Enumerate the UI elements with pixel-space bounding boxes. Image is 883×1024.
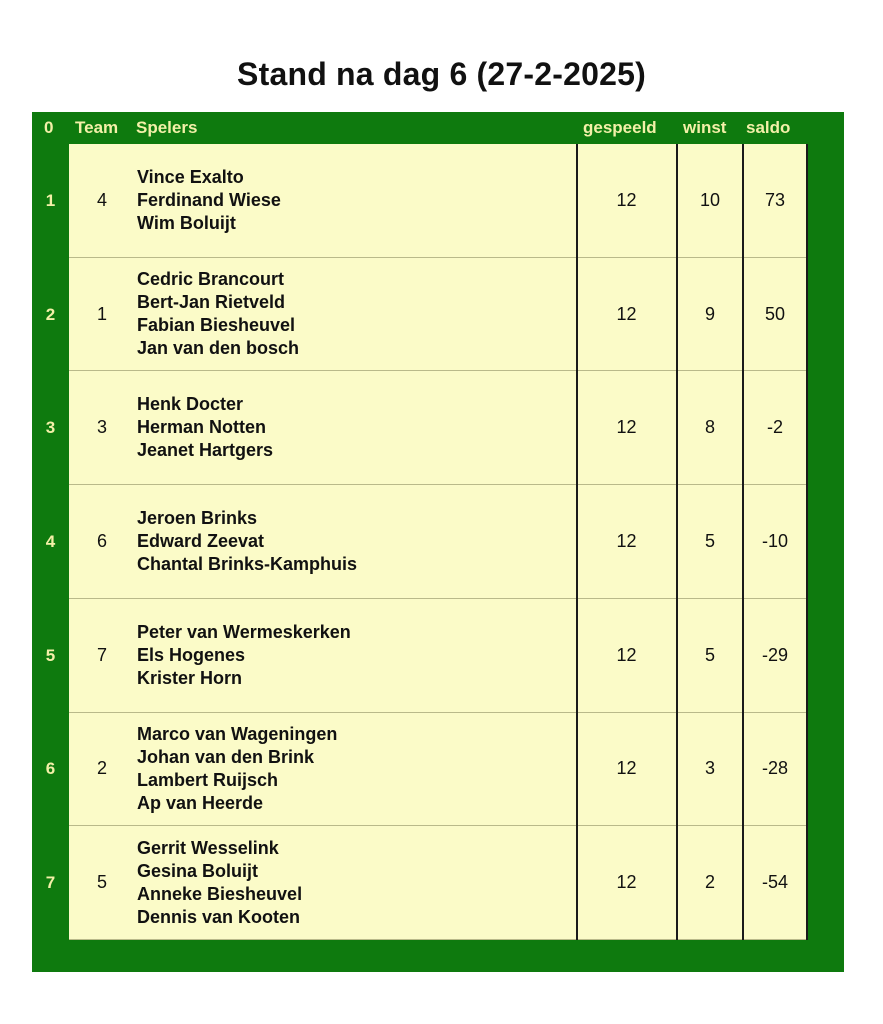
player-name: Wim Boluijt xyxy=(137,212,236,233)
player-name: Vince Exalto xyxy=(137,166,244,187)
player-name: Ap van Heerde xyxy=(137,792,264,813)
wins-cell-value: 10 xyxy=(699,189,721,210)
column-divider xyxy=(742,144,744,940)
player-name: Krister Horn xyxy=(137,667,243,688)
balance-cell xyxy=(744,826,806,940)
team-number: 6 xyxy=(96,530,107,551)
column-divider xyxy=(576,144,578,940)
balance-cell xyxy=(744,485,806,599)
team-number: 4 xyxy=(96,189,107,210)
table-row xyxy=(45,599,806,713)
balance-cell-value: -10 xyxy=(761,530,788,551)
wins-cell xyxy=(678,144,742,258)
team-players-cell xyxy=(69,599,576,713)
player-list xyxy=(137,599,351,712)
rank-cell: 4 xyxy=(45,531,56,551)
wins-cell-value: 2 xyxy=(704,872,715,893)
team-players-cell xyxy=(69,713,576,827)
player-list xyxy=(137,485,357,598)
played-cell xyxy=(577,713,676,827)
played-cell-value: 12 xyxy=(616,530,637,551)
played-cell-value: 12 xyxy=(616,872,637,893)
player-list xyxy=(137,826,302,939)
player-name: Jeroen Brinks xyxy=(137,507,258,528)
balance-cell-value: 50 xyxy=(764,303,786,324)
table-body xyxy=(45,144,806,940)
team-number: 3 xyxy=(96,417,107,438)
player-name: Lambert Ruijsch xyxy=(137,769,279,790)
team-number: 2 xyxy=(96,758,107,779)
player-name: Herman Notten xyxy=(137,417,267,438)
player-name: Jeanet Hartgers xyxy=(137,440,274,461)
played-cell-value: 12 xyxy=(616,303,637,324)
player-name: Henk Docter xyxy=(137,394,244,415)
column-divider xyxy=(806,144,808,940)
balance-cell-value: -29 xyxy=(761,644,788,665)
rank-cell: 3 xyxy=(45,418,56,438)
player-name: Cedric Brancourt xyxy=(137,269,285,290)
rank-cell: 7 xyxy=(45,873,56,893)
player-list xyxy=(137,258,299,371)
table-row xyxy=(45,371,806,485)
table-row xyxy=(45,258,806,372)
player-name: Gesina Boluijt xyxy=(137,860,259,881)
page-title: Stand na dag 6 (27-2-2025) xyxy=(237,56,646,92)
played-cell xyxy=(577,258,676,372)
team-players-cell xyxy=(69,485,576,599)
team-players-cell xyxy=(69,258,576,372)
player-name: Peter van Wermeskerken xyxy=(137,621,351,642)
wins-cell xyxy=(678,826,742,940)
table-row xyxy=(45,713,806,827)
wins-cell xyxy=(678,485,742,599)
player-name: Dennis van Kooten xyxy=(137,906,301,927)
played-cell-value: 12 xyxy=(616,644,637,665)
played-cell-value: 12 xyxy=(616,758,637,779)
played-cell xyxy=(577,144,676,258)
header-team: Team xyxy=(75,118,119,137)
header-wins: winst xyxy=(683,118,727,137)
player-name: Fabian Biesheuvel xyxy=(137,315,296,336)
team-number: 7 xyxy=(96,644,107,665)
rank-cell: 2 xyxy=(45,304,56,324)
table-row xyxy=(45,485,806,599)
wins-cell-value: 5 xyxy=(704,644,715,665)
played-cell-value: 12 xyxy=(616,189,637,210)
wins-cell xyxy=(678,258,742,372)
played-cell xyxy=(577,371,676,485)
player-name: Chantal Brinks-Kamphuis xyxy=(137,553,358,574)
player-list xyxy=(137,713,337,826)
player-name: Anneke Biesheuvel xyxy=(137,883,303,904)
player-name: Johan van den Brink xyxy=(137,746,315,767)
header-played: gespeeld xyxy=(583,118,657,137)
table-row xyxy=(45,144,806,258)
played-cell xyxy=(577,485,676,599)
player-name: Els Hogenes xyxy=(137,644,246,665)
balance-cell-value: -2 xyxy=(766,417,783,438)
rank-cell: 5 xyxy=(45,645,56,665)
player-name: Jan van den bosch xyxy=(137,338,300,359)
player-name: Edward Zeevat xyxy=(137,530,265,551)
balance-cell-value: -54 xyxy=(761,872,788,893)
balance-cell xyxy=(744,371,806,485)
player-name: Ferdinand Wiese xyxy=(137,189,281,210)
balance-cell xyxy=(744,713,806,827)
rank-cell: 6 xyxy=(45,759,56,779)
standings-table xyxy=(32,112,844,972)
wins-cell xyxy=(678,371,742,485)
balance-cell xyxy=(744,258,806,372)
wins-cell xyxy=(678,599,742,713)
wins-cell-value: 8 xyxy=(704,417,715,438)
balance-cell xyxy=(744,144,806,258)
team-number: 1 xyxy=(96,303,107,324)
team-number: 5 xyxy=(96,872,107,893)
rank-cell: 1 xyxy=(45,190,56,210)
played-cell-value: 12 xyxy=(616,417,637,438)
team-players-cell xyxy=(69,371,576,485)
team-players-cell xyxy=(69,144,576,258)
played-cell xyxy=(577,826,676,940)
balance-cell-value: 73 xyxy=(764,189,786,210)
player-name: Marco van Wageningen xyxy=(137,723,338,744)
balance-cell xyxy=(744,599,806,713)
wins-cell-value: 5 xyxy=(704,530,715,551)
header-balance: saldo xyxy=(746,118,791,137)
team-players-cell xyxy=(69,826,576,940)
player-name: Bert-Jan Rietveld xyxy=(137,292,286,313)
header-rank: 0 xyxy=(44,118,54,137)
player-list xyxy=(137,144,281,257)
table-row xyxy=(45,826,806,940)
wins-cell-value: 9 xyxy=(704,303,715,324)
header-players: Spelers xyxy=(136,118,198,137)
player-list xyxy=(137,371,273,484)
balance-cell-value: -28 xyxy=(761,758,788,779)
played-cell xyxy=(577,599,676,713)
wins-cell-value: 3 xyxy=(704,758,715,779)
wins-cell xyxy=(678,713,742,827)
column-divider xyxy=(676,144,678,940)
player-name: Gerrit Wesselink xyxy=(137,837,279,858)
